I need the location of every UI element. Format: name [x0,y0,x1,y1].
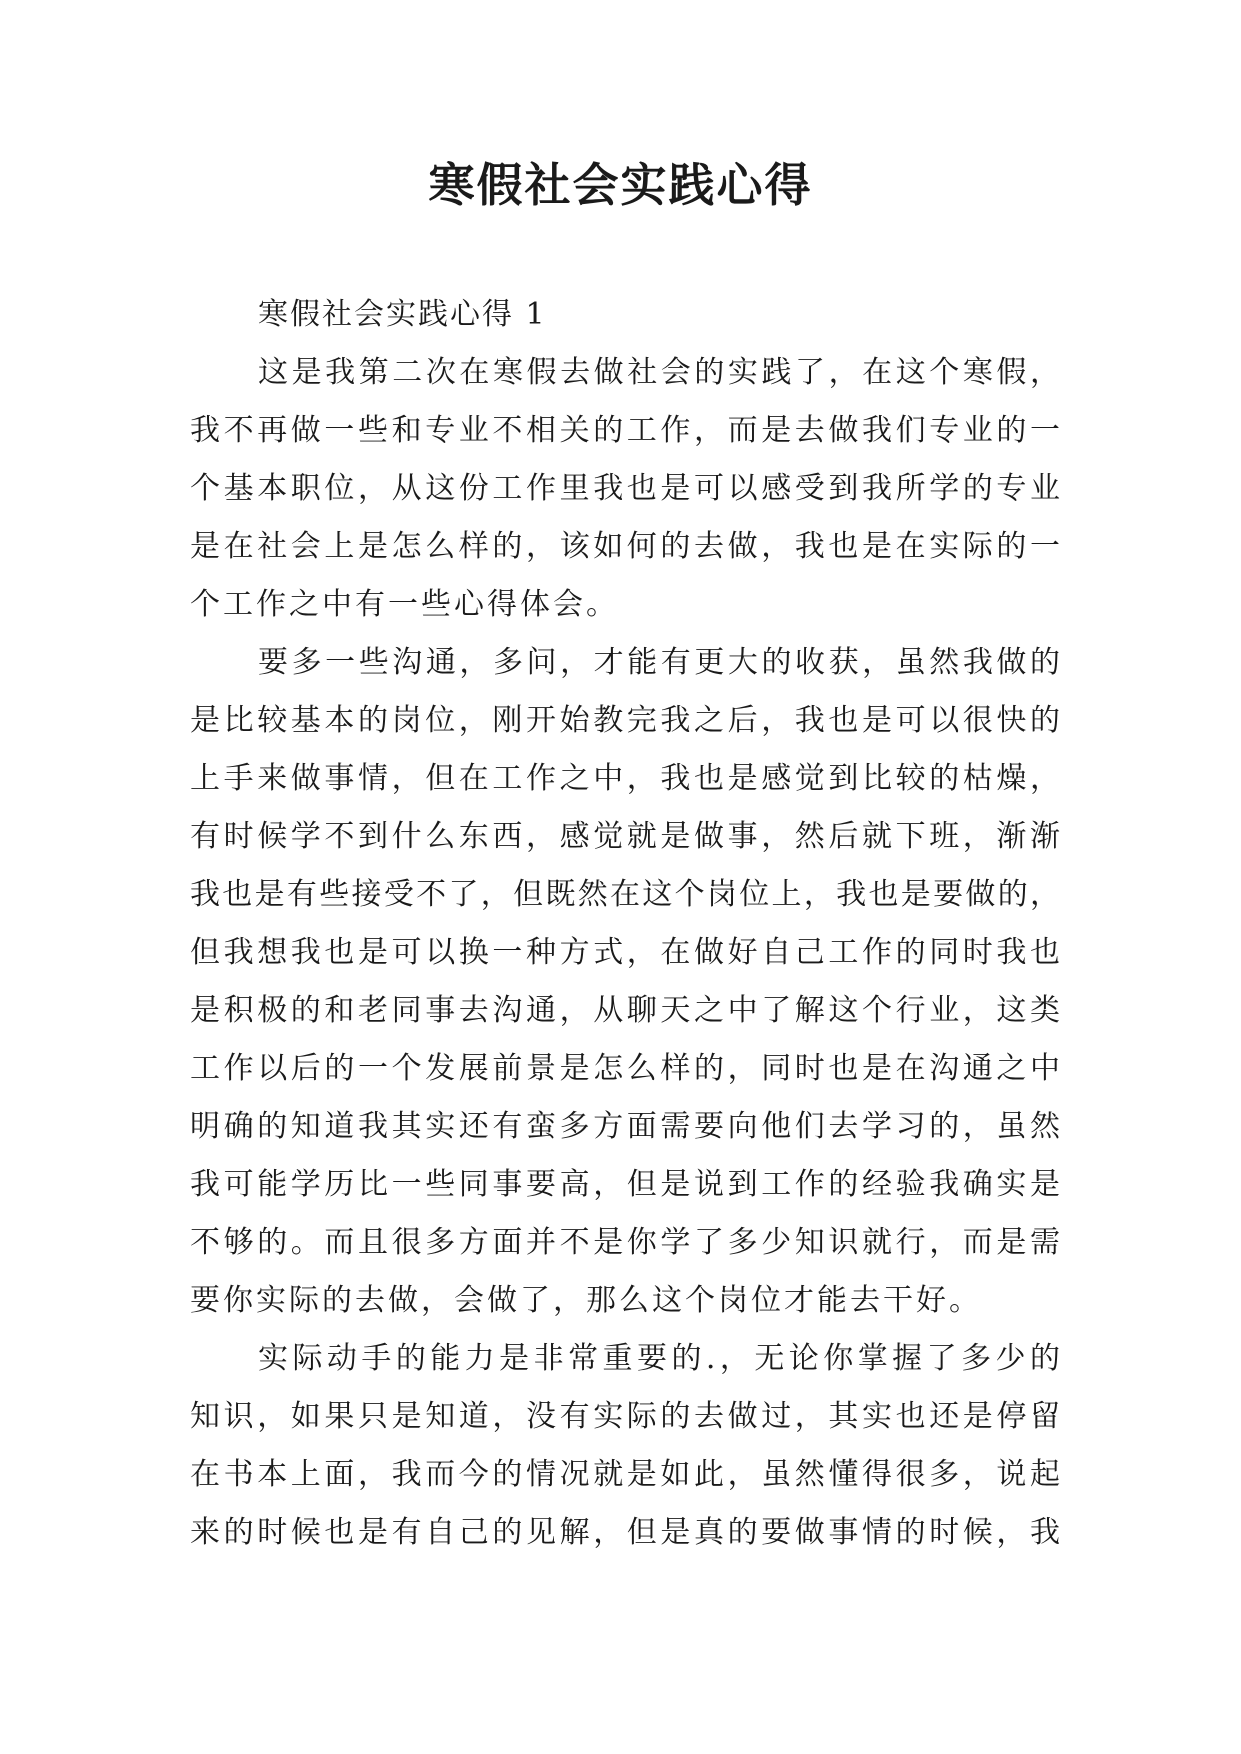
section-heading: 寒假社会实践心得 1 [258,297,547,332]
text-line: 我可能学历比一些同事要高，但是说到工作的经验我确实是 [190,1167,1060,1202]
text-line: 是在社会上是怎么样的，该如何的去做，我也是在实际的一 [190,529,1060,564]
text-line: 是积极的和老同事去沟通，从聊天之中了解这个行业，这类 [190,993,1060,1028]
document-body [190,286,1060,1562]
text-line: 有时候学不到什么东西，感觉就是做事，然后就下班，渐渐 [190,819,1060,854]
document-title: 寒假社会实践心得 [428,158,813,212]
text-line: 是比较基本的岗位，刚开始教完我之后，我也是可以很快的 [190,703,1060,738]
text-line: 我不再做一些和专业不相关的工作，而是去做我们专业的一 [190,413,1060,448]
text-line: 来的时候也是有自己的见解，但是真的要做事情的时候，我 [190,1515,1060,1550]
text-line: 我也是有些接受不了，但既然在这个岗位上，我也是要做的， [190,877,1060,912]
text-line: 要你实际的去做，会做了，那么这个岗位才能去干好。 [190,1283,982,1318]
text-line: 知识，如果只是知道，没有实际的去做过，其实也还是停留 [190,1399,1060,1434]
text-line: 上手来做事情，但在工作之中，我也是感觉到比较的枯燥， [190,761,1060,796]
text-line: 实际动手的能力是非常重要的.，无论你掌握了多少的 [258,1341,1060,1376]
paragraph-1 [190,344,1060,634]
text-line: 不够的。而且很多方面并不是你学了多少知识就行，而是需 [190,1225,1060,1260]
text-line: 工作以后的一个发展前景是怎么样的，同时也是在沟通之中 [190,1051,1060,1086]
text-line: 要多一些沟通，多问，才能有更大的收获，虽然我做的 [258,645,1060,680]
paragraph-3 [190,1330,1060,1562]
text-line: 但我想我也是可以换一种方式，在做好自己工作的同时我也 [190,935,1060,970]
text-line: 个基本职位，从这份工作里我也是可以感受到我所学的专业 [190,471,1060,506]
text-line: 明确的知道我其实还有蛮多方面需要向他们去学习的，虽然 [190,1109,1060,1144]
text-line: 这是我第二次在寒假去做社会的实践了，在这个寒假， [258,355,1060,390]
text-line: 在书本上面，我而今的情况就是如此，虽然懂得很多，说起 [190,1457,1060,1492]
paragraph-2 [190,634,1060,1330]
text-line: 个工作之中有一些心得体会。 [190,587,619,622]
